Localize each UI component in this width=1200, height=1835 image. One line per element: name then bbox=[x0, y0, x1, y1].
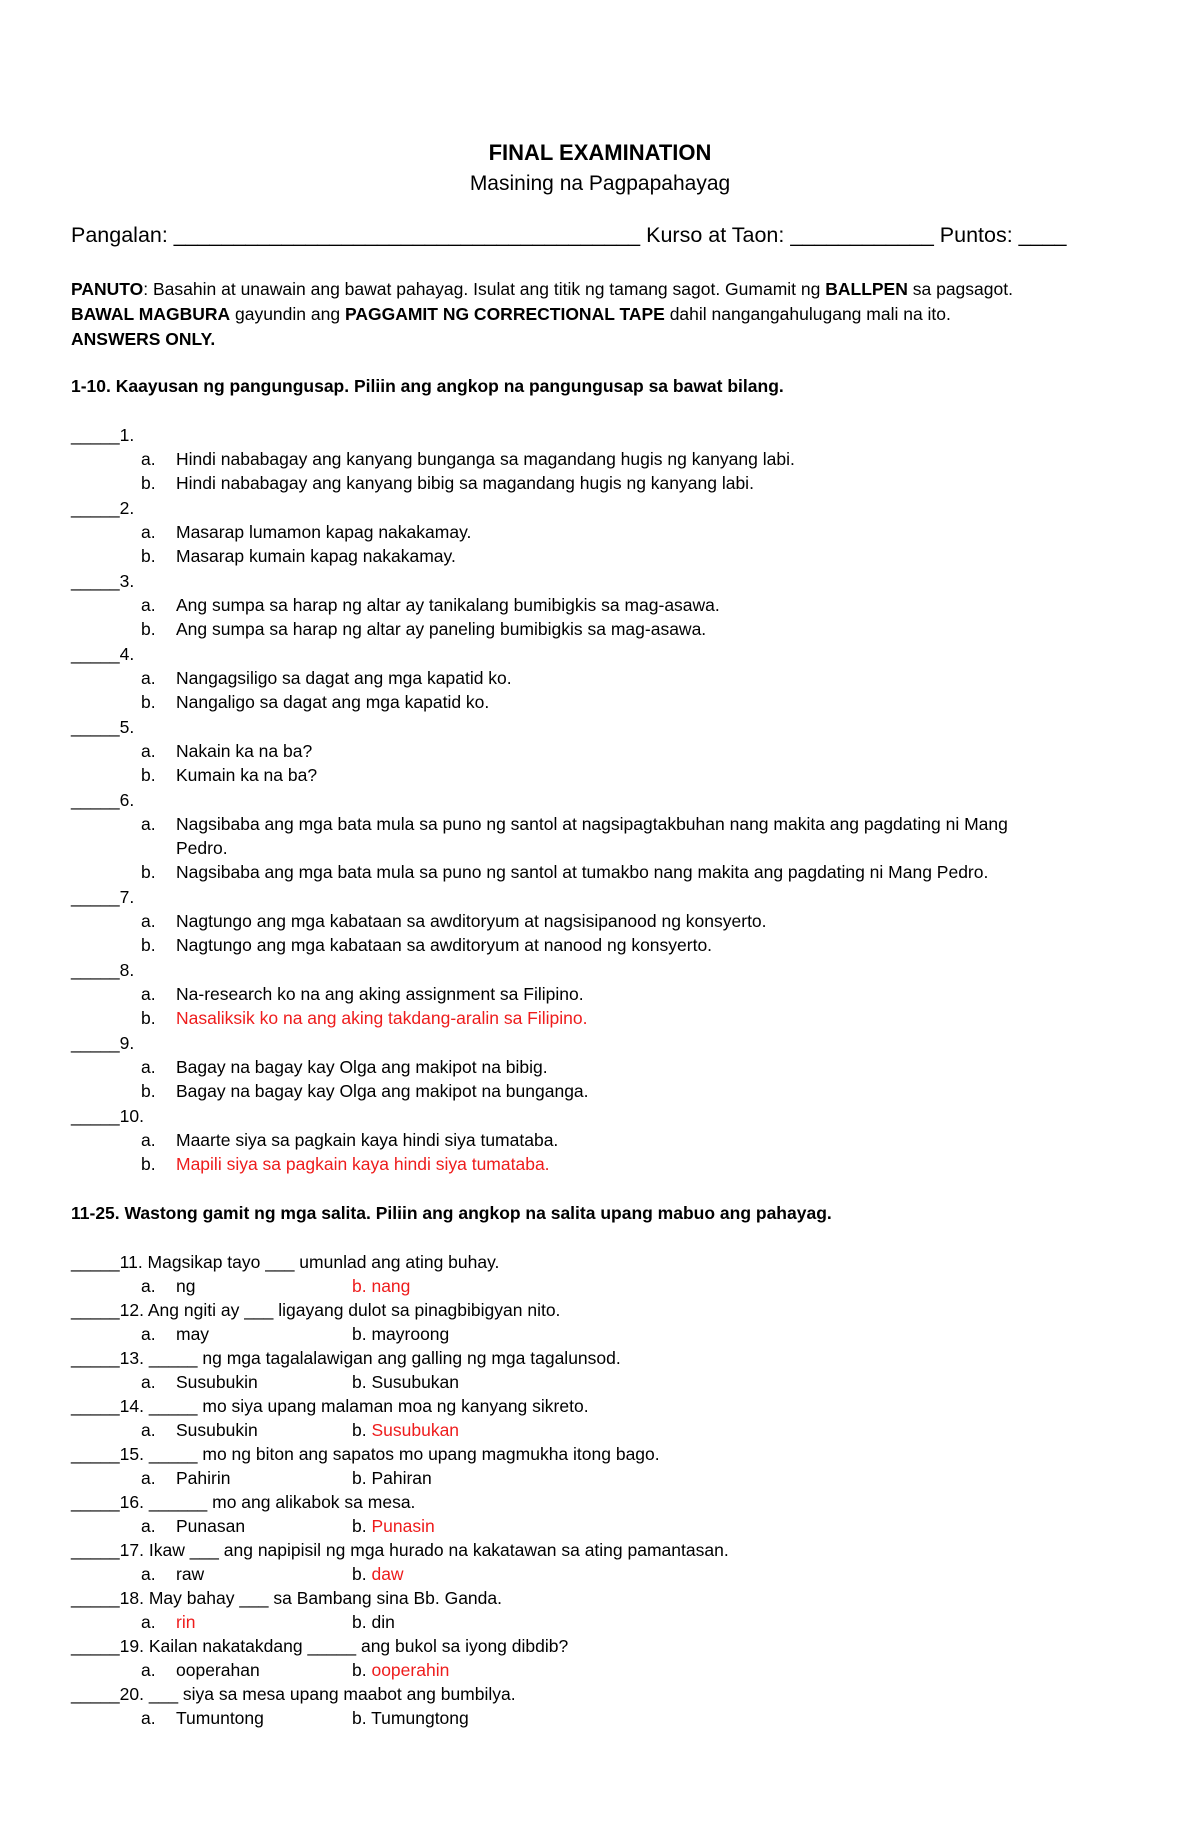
question-number: _____9. bbox=[71, 1033, 135, 1053]
question: _____20. ___ siya sa mesa upang maabot ang bumbilya. bbox=[71, 1684, 516, 1704]
question-number: _____1. bbox=[71, 425, 135, 445]
option-b-highlighted: b. nang bbox=[352, 1276, 411, 1296]
option-b-partly-highlighted: b. Punasin bbox=[352, 1516, 435, 1536]
exam-title: FINAL EXAMINATION bbox=[488, 140, 712, 165]
option-a: a. raw bbox=[141, 1564, 205, 1584]
option-b-highlighted: b. Pahiran bbox=[352, 1468, 432, 1488]
question: _____15. _____ mo ng biton ang sapatos mo upang magmukha itong bago. bbox=[71, 1444, 660, 1464]
question-number: _____2. bbox=[71, 498, 135, 518]
question: _____17. Ikaw ___ ang napipisil ng mga hurado na kakatawan sa ating pamantasan. bbox=[71, 1540, 729, 1560]
option-a-highlighted: a. rin bbox=[141, 1612, 196, 1632]
exam-subtitle: Masining na Pagpapahayag bbox=[469, 172, 731, 195]
option-a: a. Susubukin bbox=[141, 1420, 258, 1440]
question-number: _____6. bbox=[71, 790, 135, 810]
option-b: b. Tumungtong bbox=[352, 1708, 469, 1728]
option-a: a. Susubukin bbox=[141, 1372, 258, 1392]
option-a: a. Pahirin bbox=[141, 1468, 231, 1488]
question: _____18. May bahay ___ sa Bambang sina Bb. Ganda. bbox=[71, 1588, 502, 1608]
question: _____13. _____ ng mga tagalalawigan ang galling ng mga tagalunsod. bbox=[71, 1348, 621, 1368]
option-a-continued: Pedro. bbox=[176, 838, 228, 858]
option-a: a. ooperahan bbox=[141, 1660, 260, 1680]
question: _____12. Ang ngiti ay ___ ligayang dulot sa pinagbibigyan nito. bbox=[71, 1300, 561, 1320]
option-b: b. Susubukan bbox=[352, 1372, 460, 1392]
instructions: PANUTO: Basahin at unawain ang bawat pahayag. Isulat ang titik ng tamang sagot. Gumamit ng BALLPEN sa pagsagot. BAWAL MAGBURA gayundin ang PAGGAMIT NG CORRECTIONAL TAPE dahil nangangahulugang mali na ito. ANSWERS ONLY. bbox=[71, 279, 1013, 349]
option-b-partly-highlighted: b. Susubukan bbox=[352, 1420, 460, 1440]
question: _____16. ______ mo ang alikabok sa mesa. bbox=[71, 1492, 416, 1512]
instr-label: PANUTO bbox=[71, 279, 144, 299]
option-b-partly-highlighted: b. daw bbox=[352, 1564, 404, 1584]
question-number: _____5. bbox=[71, 717, 135, 737]
question-number: _____7. bbox=[71, 887, 135, 907]
option-a: a. ng bbox=[141, 1276, 196, 1296]
question: _____19. Kailan nakatakdang _____ ang bukol sa iyong dibdib? bbox=[71, 1636, 569, 1656]
section1-heading: 1-10. Kaayusan ng pangungusap. Piliin ang angkop na pangungusap sa bawat bilang. bbox=[71, 376, 784, 396]
question-number: _____3. bbox=[71, 571, 135, 591]
option-b-partly-highlighted: b. ooperahin bbox=[352, 1660, 450, 1680]
name-course-score-line: Pangalan: _______________________________________ Kurso at Taon: ____________ Puntos: ____ bbox=[71, 223, 1067, 247]
question: _____14. _____ mo siya upang malaman moa ng kanyang sikreto. bbox=[71, 1396, 589, 1416]
question-number: _____10. bbox=[71, 1106, 144, 1126]
exam-page: FINAL EXAMINATION Masining na Pagpapahayag Pangalan: _______________________________________ Kurso at Taon: ____________ Puntos: ____ PANUTO: Basahin at unawain ang bawat pahayag. Isulat ang titik ng tamang sagot. Gumamit ng BALLPEN sa pagsagot. BAWAL MAGBURA gayundin ang PAGGAMIT NG CORRECTIONAL TAPE dahil nangangahulugang mali na ito. ANSWERS ONLY. 1-10. Kaayusan ng pangungusap. Piliin ang angkop na pangungusap sa bawat bilang. _____1. a. Hindi nababagay ang kanyang bunganga sa magandang hugis ng kanyang labi. b. Hindi nababagay ang kanyang bibig sa magandang hugis ng kanyang labi. _____2. a. Masarap lumamon kapag nakakamay. b. Masarap kumain kapag nakakamay. _____3. a. Ang sumpa sa harap ng altar ay tanikalang bumibigkis sa mag-asawa. b. Ang sumpa sa harap ng altar ay paneling bumibigkis sa mag-asawa. _____4. a. Nangagsiligo sa dagat ang mga kapatid ko. b. Nangaligo sa dagat ang mga kapatid ko. _____5. a. Nakain ka na ba? b. Kumain ka na ba? _____6. a. Nagsibaba ang mga bata mula sa puno ng santol at nagsipagtakbuhan nang makita ang pagdating ni Mang Pedro. b. Nagsibaba ang mga bata mula sa puno ng santol at tumakbo nang makita ang pagdating ni Mang Pedro. _____7. a. Nagtungo ang mga kabataan sa awditoryum at nagsisipanood ng konsyerto. b. Nagtungo ang mga kabataan sa awditoryum at nanood ng konsyerto. _____8. a. Na-research ko na ang aking assignment sa Filipino. b. Nasaliksik ko na ang aking takdang-aralin sa Filipino. _____9. a. Bagay na bagay kay Olga ang makipot na bibig. b. Bagay na bagay kay Olga ang makipot na bunganga. _____10. a. Maarte siya sa pagkain kaya hindi siya tumataba. b. Mapili siya sa pagkain kaya hindi siya tumataba. 11-25. Wastong gamit ng mga salita. Piliin ang angkop na salita upang mabuo ang pahayag. _____11. Magsikap tayo ___ umunlad ang ating buhay. a. ng b. nang _____12. Ang ngiti ay ___ ligayang dulot sa pinagbibigyan nito. a. may b. mayroong _____13. _____ ng mga tagalalawigan ang galling ng mga tagalunsod. a. Susubukin b. Susubukan _____14. _____ mo siya upang malaman moa ng kanyang sikreto. a. Susubukin b. Susubukan _____15. _____ mo ng biton ang sapatos mo upang magmukha itong bago. a. Pahirin b. Pahiran _____16. ______ mo ang alikabok sa mesa. a. Punasan b. Punasin _____17. Ikaw ___ ang napipisil ng mga hurado na kakatawan sa ating pamantasan. a. raw b. daw _____18. May bahay ___ sa Bambang sina Bb. Ganda. a. rin b. din _____19. Kailan nakatakdang _____ ang bukol sa iyong dibdib? a. ooperahan b. ooperahin _____20. ___ siya sa mesa upang maabot ang bumbilya. a. Tumuntong b. Tumungtong bbox=[0, 0, 1200, 1835]
question: _____11. Magsikap tayo ___ umunlad ang ating buhay. bbox=[71, 1252, 500, 1272]
question-number: _____4. bbox=[71, 644, 135, 664]
option-b: b. din bbox=[352, 1612, 395, 1632]
section2-heading: 11-25. Wastong gamit ng mga salita. Piliin ang angkop na salita upang mabuo ang pahayag. bbox=[71, 1203, 832, 1223]
option-b: b. mayroong bbox=[352, 1324, 450, 1344]
question-number: _____8. bbox=[71, 960, 135, 980]
option-a: a. Punasan bbox=[141, 1516, 246, 1536]
option-a: a. Tumuntong bbox=[141, 1708, 264, 1728]
option-a: a. may bbox=[141, 1324, 210, 1344]
